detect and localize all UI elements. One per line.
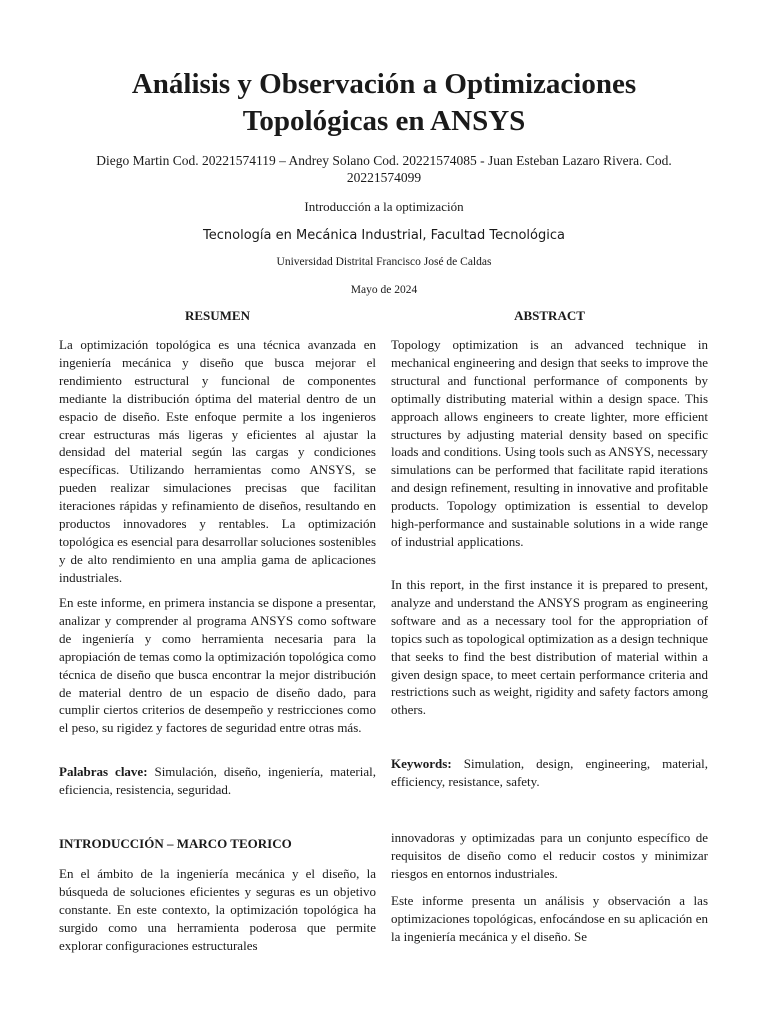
intro-heading: INTRODUCCIÓN – MARCO TEORICO [59, 836, 292, 851]
course-name: Introducción a la optimización [304, 199, 464, 214]
keywords-es: Simulación, diseño, ingeniería, material, eficiencia, resistencia, seguridad. [59, 764, 376, 797]
abstract-paragraph-2 [391, 576, 708, 719]
program-name: Tecnología en Mecánica Industrial, Facultad Tecnológica [203, 228, 565, 243]
abstract-heading: ABSTRACT [514, 308, 585, 323]
resumen-paragraph-2 [59, 594, 376, 737]
abstract-text-2: In this report, in the first instance it is prepared to present, analyze and understand the ANSYS program as engineering software and as a necessary tool for the appropriation of topics such as topological optimization as a design technique that seeks to find the best distribution of material within a given design space, to meet certain performance criteria and restrictions such as weight, rigidity and safety factors among others. [391, 577, 708, 718]
abstract-keywords [391, 755, 708, 791]
university-name: Universidad Distrital Francisco José de Caldas [276, 256, 492, 268]
resumen-keywords [59, 763, 376, 799]
resumen-paragraph-1 [59, 336, 376, 587]
intro-paragraph-2 [391, 829, 708, 883]
abstract-text-1: Topology optimization is an advanced technique in mechanical engineering and design that seeks to improve the structural and functional performance of components by optimally distributing material within a design space. This approach allows engineers to create lighter, more efficient structures by adjusting material density based on specific loads and conditions. Using tools such as ANSYS, necessary simulations can be performed that facilitate rapid iterations and design refinement, resulting in innovative and profitable products. Topology optimization is essential to develop high-performance and sustainable solutions in a wide range of industrial applications. [391, 337, 708, 549]
paper-title [40, 66, 728, 140]
intro-paragraph-1 [59, 865, 376, 955]
authors: Diego Martin Cod. 20221574119 – Andrey Solano Cod. 20221574085 - Juan Esteban Lazaro Rivera. Cod. 20221574099 [96, 153, 672, 185]
abstract-paragraph-1 [391, 336, 708, 551]
keywords-label-es: Palabras clave: [59, 764, 148, 779]
paper-date: Mayo de 2024 [350, 284, 418, 296]
intro-text-1: En el ámbito de la ingeniería mecánica y el diseño, la búsqueda de soluciones eficientes y seguras es un objetivo constante. En este contexto, la optimización topológica ha surgido como una herramienta poderosa que permite explorar configuraciones estructurales [59, 866, 376, 953]
keywords-en: Simulation, design, engineering, material, efficiency, resistance, safety. [391, 756, 708, 789]
title-line-2: Topológicas en ANSYS [242, 105, 526, 137]
intro-paragraph-3 [391, 892, 708, 946]
keywords-label-en: Keywords: [391, 756, 452, 771]
resumen-heading: RESUMEN [184, 308, 250, 323]
resumen-text-1: La optimización topológica es una técnica avanzada en ingeniería mecánica y diseño que busca mejorar el rendimiento estructural y funcional de componentes mediante la distribución óptima del material dentro de un espacio de diseño. Este enfoque permite a los ingenieros crear estructuras más ligeras y eficientes al ajustar la densidad del material según las cargas y condiciones específicas. Utilizando herramientas como ANSYS, se pueden realizar simulaciones precisas que facilitan iteraciones rápidas y refinamiento de diseños, resultando en productos innovadores y rentables. La optimización topológica es esencial para desarrollar soluciones sostenibles y de alto rendimiento en una amplia gama de aplicaciones industriales. [59, 337, 376, 585]
resumen-text-2: En este informe, en primera instancia se dispone a presentar, analizar y comprender al programa ANSYS como software de ingeniería y como herramienta necesaria para la apropiación de temas como la optimización topológica como técnica de diseño que busca encontrar la mejor distribución de material dentro de un espacio de diseño dado, para cumplir ciertos criterios de desempeño y restricciones como el peso, su rigidez y factores de seguridad entre otras más. [59, 595, 376, 736]
intro-text-3: Este informe presenta un análisis y observación a las optimizaciones topológicas, enfocándose en su aplicación en la ingeniería mecánica y el diseño. Se [391, 893, 708, 944]
intro-text-2: innovadoras y optimizadas para un conjunto específico de requisitos de diseño como el reducir costos y minimizar riesgos en entornos industriales. [391, 830, 708, 881]
title-line-1: Análisis y Observación a Optimizaciones [131, 68, 637, 100]
